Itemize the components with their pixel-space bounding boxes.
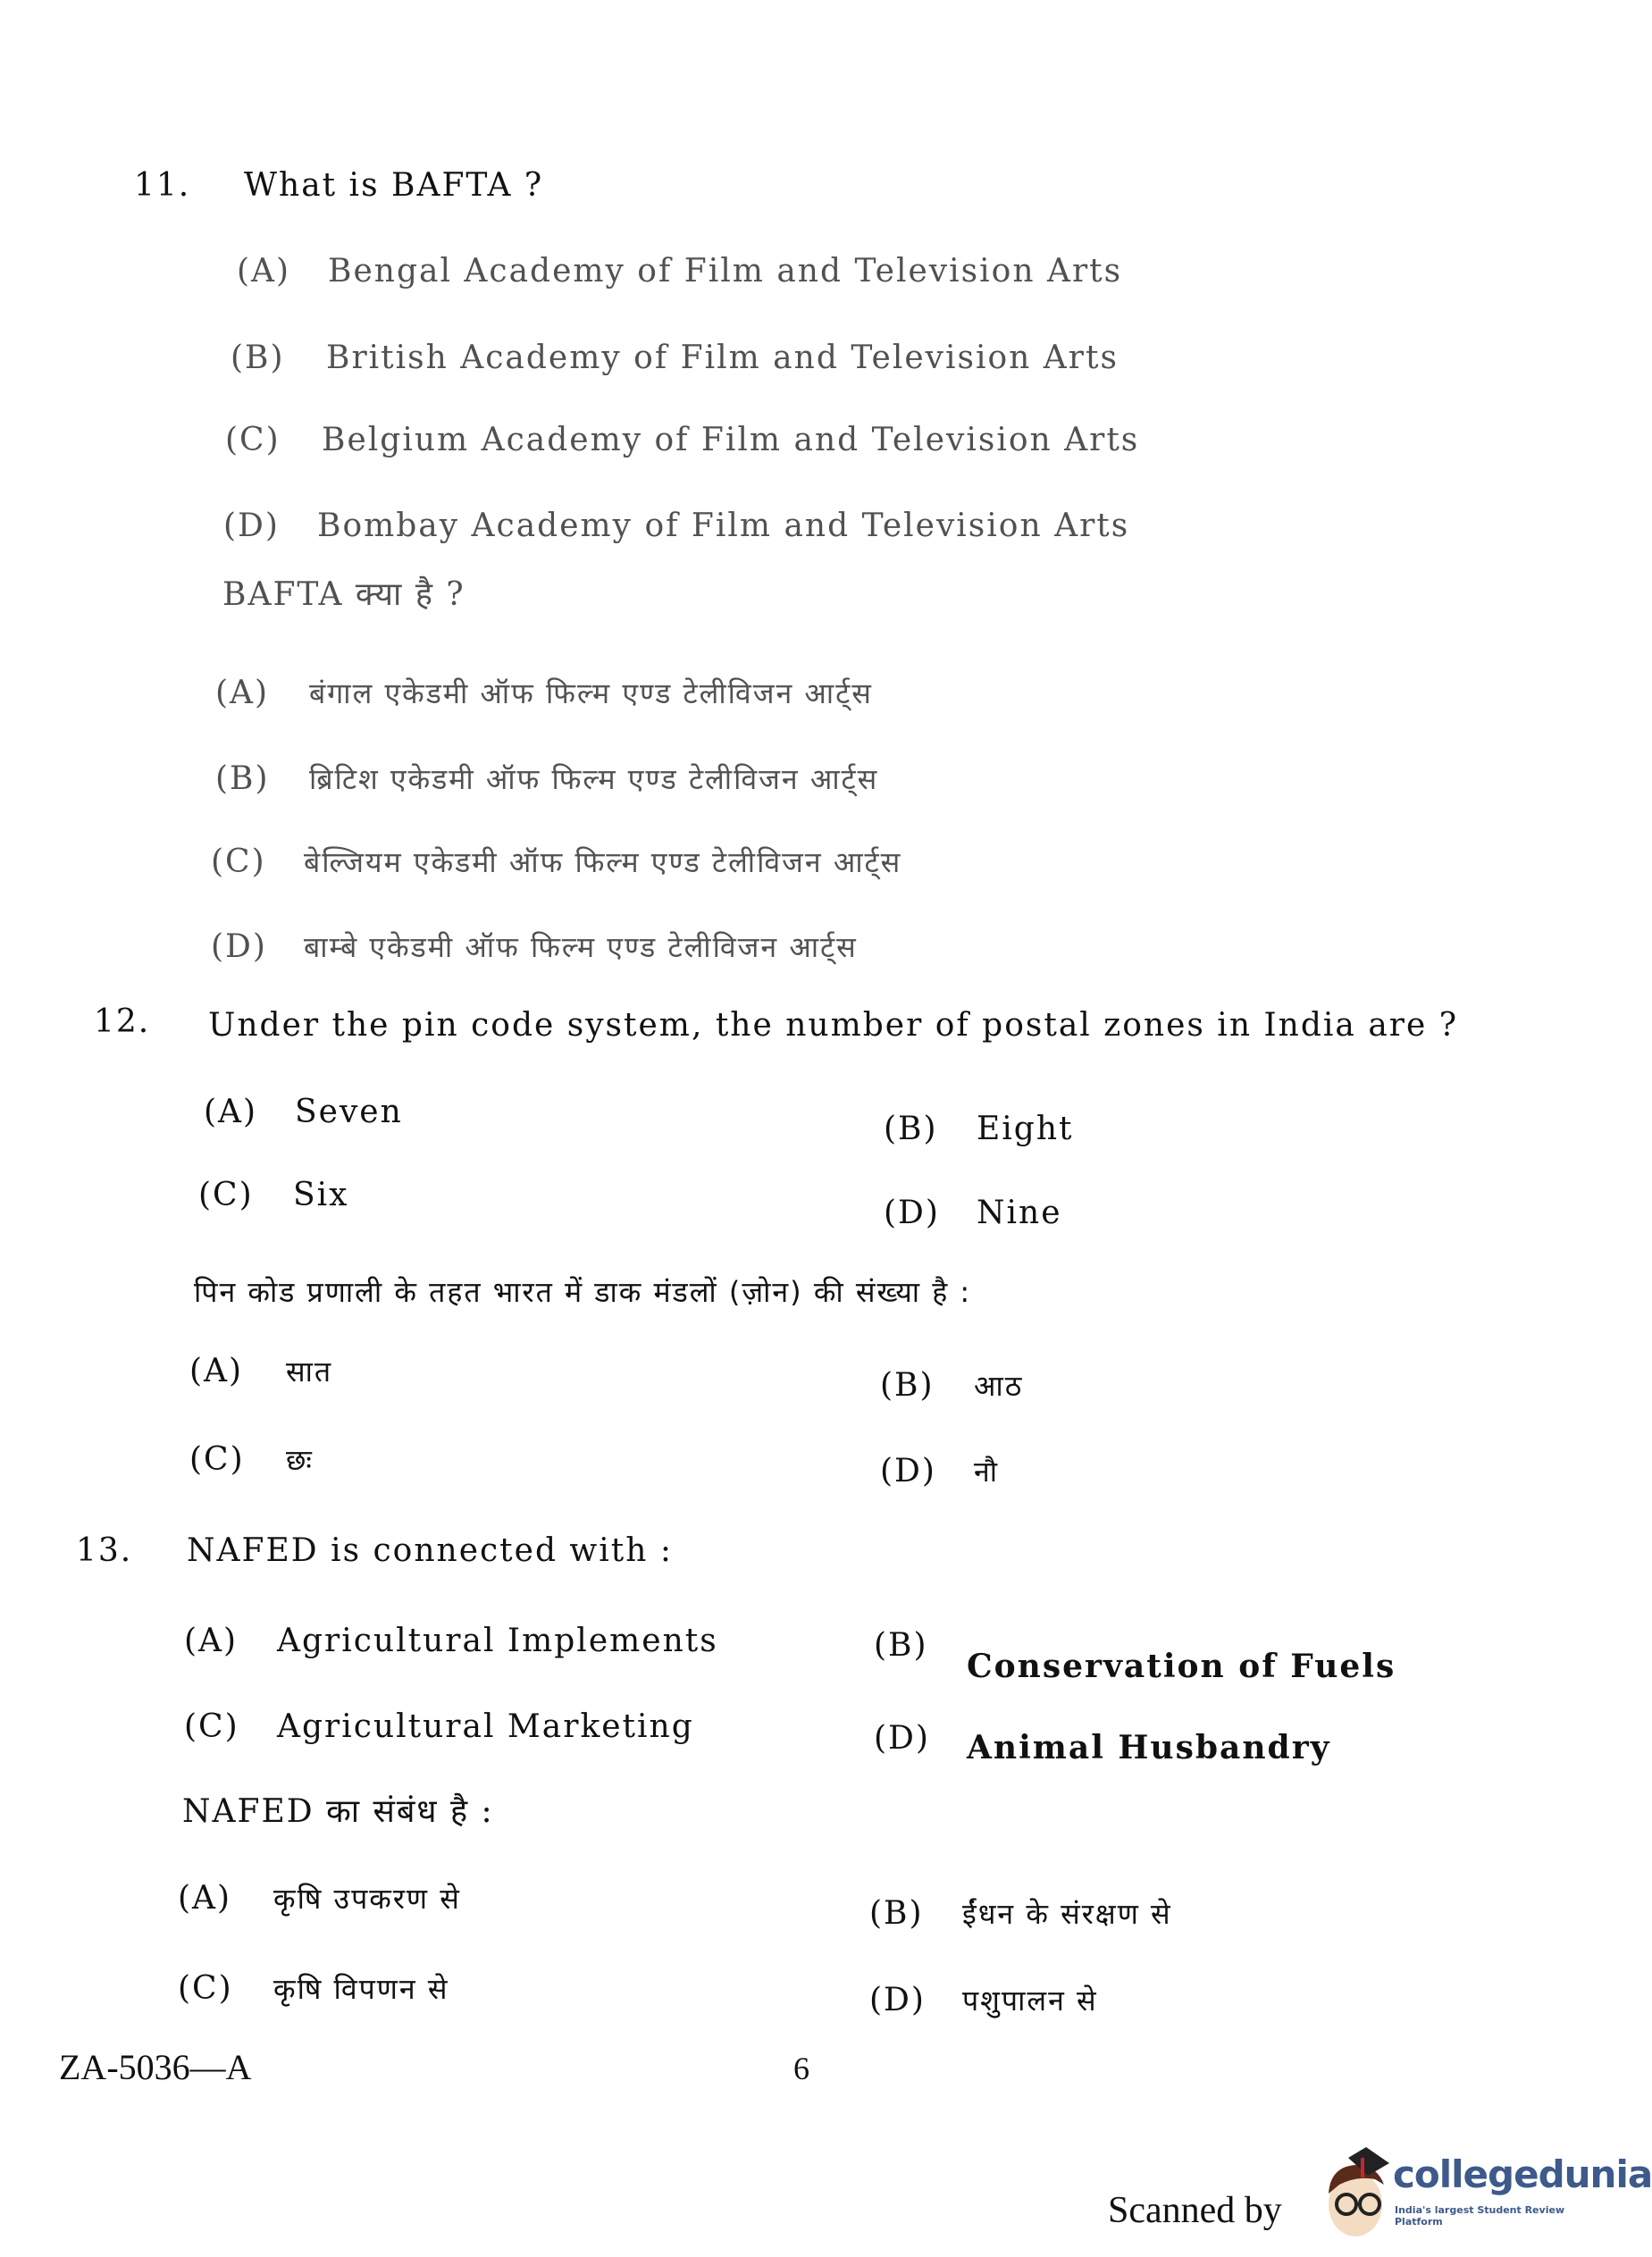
option-label: (C) xyxy=(184,1708,239,1745)
option-text-hindi: सात xyxy=(286,1355,333,1389)
option-text: Conservation of Fuels xyxy=(967,1648,1396,1685)
option-label: (A) xyxy=(189,1353,244,1389)
option-text-hindi: कृषि विपणन से xyxy=(273,1972,449,2006)
question-number: 12. xyxy=(94,1003,151,1040)
collegedunia-logo xyxy=(1321,2140,1652,2247)
option-text: Agricultural Implements xyxy=(277,1623,718,1659)
option-text: Nine xyxy=(977,1195,1062,1231)
option-text: Agricultural Marketing xyxy=(277,1708,694,1745)
option-text: Eight xyxy=(977,1111,1074,1147)
question-text-hindi: NAFED का संबंध है : xyxy=(182,1793,494,1830)
option-label: (A) xyxy=(215,675,270,711)
page-number: 6 xyxy=(793,2051,809,2086)
option-label: (B) xyxy=(231,340,285,376)
option-label: (A) xyxy=(204,1094,258,1130)
option-label: (D) xyxy=(223,508,280,544)
option-text: Belgium Academy of Film and Television Arts xyxy=(322,422,1140,458)
option-text-hindi: नौ xyxy=(974,1455,1000,1489)
scanned-by-label: Scanned by xyxy=(1108,2190,1282,2231)
student-mascot-icon xyxy=(1321,2140,1391,2247)
option-text: Animal Husbandry xyxy=(967,1729,1331,1766)
option-label: (A) xyxy=(178,1880,232,1917)
option-label: (C) xyxy=(189,1441,245,1478)
option-text: Seven xyxy=(295,1094,403,1130)
logo-wordmark: collegedunia xyxy=(1393,2152,1652,2196)
question-number: 11. xyxy=(134,167,191,204)
option-label: (B) xyxy=(884,1111,938,1147)
question-text: Under the pin code system, the number of postal zones in India are ? xyxy=(208,1007,1459,1044)
option-text: Six xyxy=(293,1177,349,1213)
option-label: (D) xyxy=(874,1720,930,1757)
question-text: What is BAFTA ? xyxy=(244,167,544,204)
option-text-hindi: ब्रिटिश एकेडमी ऑफ फिल्म एण्ड टेलीविजन आर्ट्स xyxy=(309,762,879,796)
option-text: British Academy of Film and Television Arts xyxy=(326,340,1119,376)
option-text-hindi: कृषि उपकरण से xyxy=(273,1882,461,1916)
option-label: (A) xyxy=(184,1623,239,1659)
option-label: (C) xyxy=(225,422,281,458)
option-label: (A) xyxy=(237,253,291,289)
option-label: (C) xyxy=(198,1177,254,1213)
option-label: (B) xyxy=(880,1367,935,1404)
option-label: (D) xyxy=(869,1982,926,2018)
option-label: (C) xyxy=(178,1970,233,2007)
question-text: NAFED is connected with : xyxy=(187,1532,673,1569)
question-text-hindi: पिन कोड प्रणाली के तहत भारत में डाक मंडलों (ज़ोन) की संख्या है : xyxy=(194,1275,972,1309)
option-text-hindi: आठ xyxy=(974,1369,1024,1403)
option-text: Bengal Academy of Film and Television Arts xyxy=(328,253,1123,289)
option-text-hindi: पशुपालन से xyxy=(962,1984,1098,2018)
option-text-hindi: छः xyxy=(286,1443,314,1477)
option-label: (B) xyxy=(869,1895,924,1932)
option-text-hindi: बंगाल एकेडमी ऑफ फिल्म एण्ड टेलीविजन आर्ट्स xyxy=(309,676,873,710)
option-label: (D) xyxy=(884,1195,940,1231)
option-text-hindi: बेल्जियम एकेडमी ऑफ फिल्म एण्ड टेलीविजन आर्ट्स xyxy=(304,845,902,879)
question-text-hindi: BAFTA क्या है ? xyxy=(222,576,465,613)
option-label: (C) xyxy=(211,843,266,880)
logo-tagline: India's largest Student Review Platform xyxy=(1395,2204,1565,2228)
option-label: (D) xyxy=(880,1453,936,1489)
option-label: (D) xyxy=(211,928,267,965)
question-number: 13. xyxy=(76,1532,133,1569)
option-label: (B) xyxy=(874,1627,928,1664)
option-text-hindi: बाम्बे एकेडमी ऑफ फिल्म एण्ड टेलीविजन आर्ट्स xyxy=(304,930,858,964)
option-text: Bombay Academy of Film and Television Arts xyxy=(317,508,1130,544)
option-text-hindi: ईंधन के संरक्षण से xyxy=(962,1897,1172,1931)
paper-code: ZA-5036—A xyxy=(59,2047,252,2087)
option-label: (B) xyxy=(215,760,270,797)
